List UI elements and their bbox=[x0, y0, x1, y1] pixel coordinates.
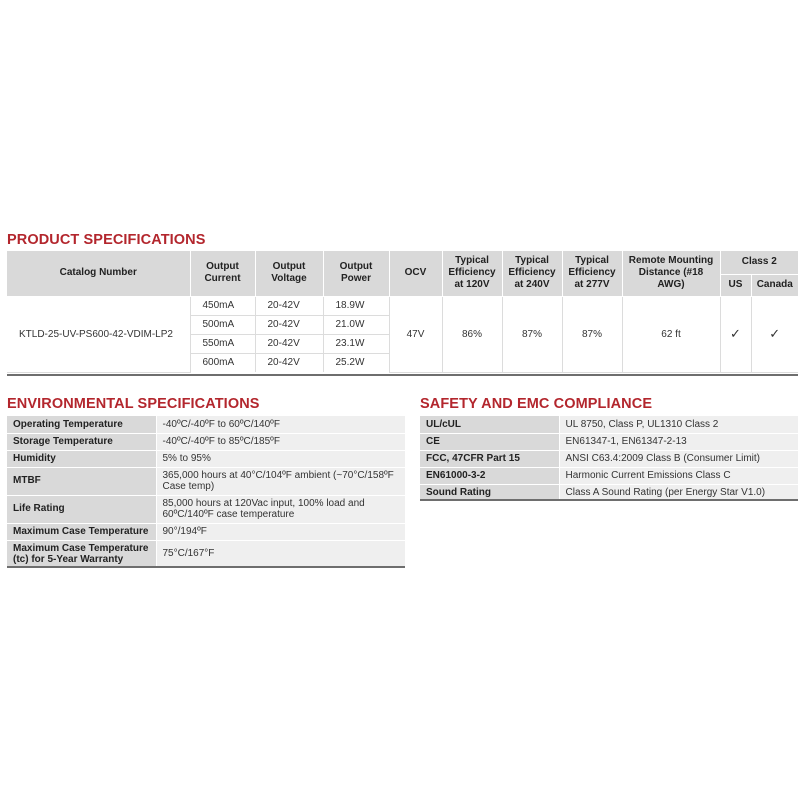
spec-label: Maximum Case Temperature bbox=[7, 523, 156, 540]
efficiency-277v-value: 87% bbox=[562, 296, 622, 372]
spec-label: EN61000-3-2 bbox=[420, 467, 559, 484]
header-class-2: Class 2 bbox=[720, 251, 798, 274]
table-row bbox=[7, 433, 405, 450]
output-current: 500mA bbox=[190, 315, 255, 334]
header-output-voltage: Output Voltage bbox=[255, 251, 323, 296]
efficiency-240v-value: 87% bbox=[502, 296, 562, 372]
spec-label: UL/cUL bbox=[420, 416, 559, 433]
output-current: 450mA bbox=[190, 296, 255, 315]
output-power: 25.2W bbox=[323, 353, 389, 372]
spec-label: Maximum Case Temperature (tc) for 5-Year Warranty bbox=[7, 540, 156, 568]
header-efficiency-277v: Typical Efficiency at 277V bbox=[562, 251, 622, 296]
spec-value: 75°C/167°F bbox=[156, 540, 405, 568]
table-row bbox=[420, 416, 798, 433]
header-output-current: Output Current bbox=[190, 251, 255, 296]
output-voltage: 20-42V bbox=[255, 296, 323, 315]
spec-label: Humidity bbox=[7, 450, 156, 467]
table-row bbox=[7, 495, 405, 523]
table-row bbox=[7, 540, 405, 568]
table-row bbox=[7, 416, 405, 433]
spec-label: Operating Temperature bbox=[7, 416, 156, 433]
safety-emc-compliance-title: SAFETY AND EMC COMPLIANCE bbox=[420, 396, 653, 412]
spec-label: FCC, 47CFR Part 15 bbox=[420, 450, 559, 467]
spec-label: Storage Temperature bbox=[7, 433, 156, 450]
class-2-us-check: ✓ bbox=[720, 296, 751, 372]
spec-value: Class A Sound Rating (per Energy Star V1.0) bbox=[559, 484, 798, 501]
output-voltage: 20-42V bbox=[255, 315, 323, 334]
spec-value: 85,000 hours at 120Vac input, 100% load and 60ºC/140ºF case temperature bbox=[156, 495, 405, 523]
spec-label: Sound Rating bbox=[420, 484, 559, 501]
header-canada: Canada bbox=[751, 274, 798, 296]
class-2-canada-check: ✓ bbox=[751, 296, 798, 372]
environmental-specifications-title: ENVIRONMENTAL SPECIFICATIONS bbox=[7, 396, 260, 412]
output-current: 550mA bbox=[190, 334, 255, 353]
header-efficiency-120v: Typical Efficiency at 120V bbox=[442, 251, 502, 296]
header-remote-mounting-distance: Remote Mounting Distance (#18 AWG) bbox=[622, 251, 720, 296]
spec-label: MTBF bbox=[7, 467, 156, 495]
spec-value: -40ºC/-40ºF to 60ºC/140ºF bbox=[156, 416, 405, 433]
product-specifications-table bbox=[7, 251, 798, 373]
header-ocv: OCV bbox=[389, 251, 442, 296]
safety-bottom-rule bbox=[420, 499, 798, 501]
catalog-number: KTLD-25-UV-PS600-42-VDIM-LP2 bbox=[7, 296, 190, 372]
spec-value: Harmonic Current Emissions Class C bbox=[559, 467, 798, 484]
table-row bbox=[420, 467, 798, 484]
table-row bbox=[7, 467, 405, 495]
table-row bbox=[7, 296, 798, 315]
table-row bbox=[420, 433, 798, 450]
output-power: 23.1W bbox=[323, 334, 389, 353]
header-output-power: Output Power bbox=[323, 251, 389, 296]
table-row bbox=[7, 523, 405, 540]
output-voltage: 20-42V bbox=[255, 353, 323, 372]
section-divider bbox=[7, 374, 798, 376]
output-voltage: 20-42V bbox=[255, 334, 323, 353]
spec-value: EN61347-1, EN61347-2-13 bbox=[559, 433, 798, 450]
header-efficiency-240v: Typical Efficiency at 240V bbox=[502, 251, 562, 296]
header-catalog-number: Catalog Number bbox=[7, 251, 190, 296]
header-us: US bbox=[720, 274, 751, 296]
table-row bbox=[420, 450, 798, 467]
efficiency-120v-value: 86% bbox=[442, 296, 502, 372]
spec-value: -40ºC/-40ºF to 85ºC/185ºF bbox=[156, 433, 405, 450]
table-row bbox=[7, 450, 405, 467]
output-power: 21.0W bbox=[323, 315, 389, 334]
environmental-specifications-table bbox=[7, 416, 405, 569]
output-current: 600mA bbox=[190, 353, 255, 372]
spec-label: Life Rating bbox=[7, 495, 156, 523]
safety-emc-compliance-table bbox=[420, 416, 798, 502]
remote-mounting-distance-value: 62 ft bbox=[622, 296, 720, 372]
environmental-bottom-rule bbox=[7, 566, 405, 568]
spec-value: ANSI C63.4:2009 Class B (Consumer Limit) bbox=[559, 450, 798, 467]
spec-value: UL 8750, Class P, UL1310 Class 2 bbox=[559, 416, 798, 433]
ocv-value: 47V bbox=[389, 296, 442, 372]
spec-value: 365,000 hours at 40°C/104ºF ambient (~70°C/158ºF Case temp) bbox=[156, 467, 405, 495]
spec-value: 5% to 95% bbox=[156, 450, 405, 467]
spec-label: CE bbox=[420, 433, 559, 450]
output-power: 18.9W bbox=[323, 296, 389, 315]
product-specifications-title: PRODUCT SPECIFICATIONS bbox=[7, 232, 206, 248]
spec-value: 90°/194ºF bbox=[156, 523, 405, 540]
